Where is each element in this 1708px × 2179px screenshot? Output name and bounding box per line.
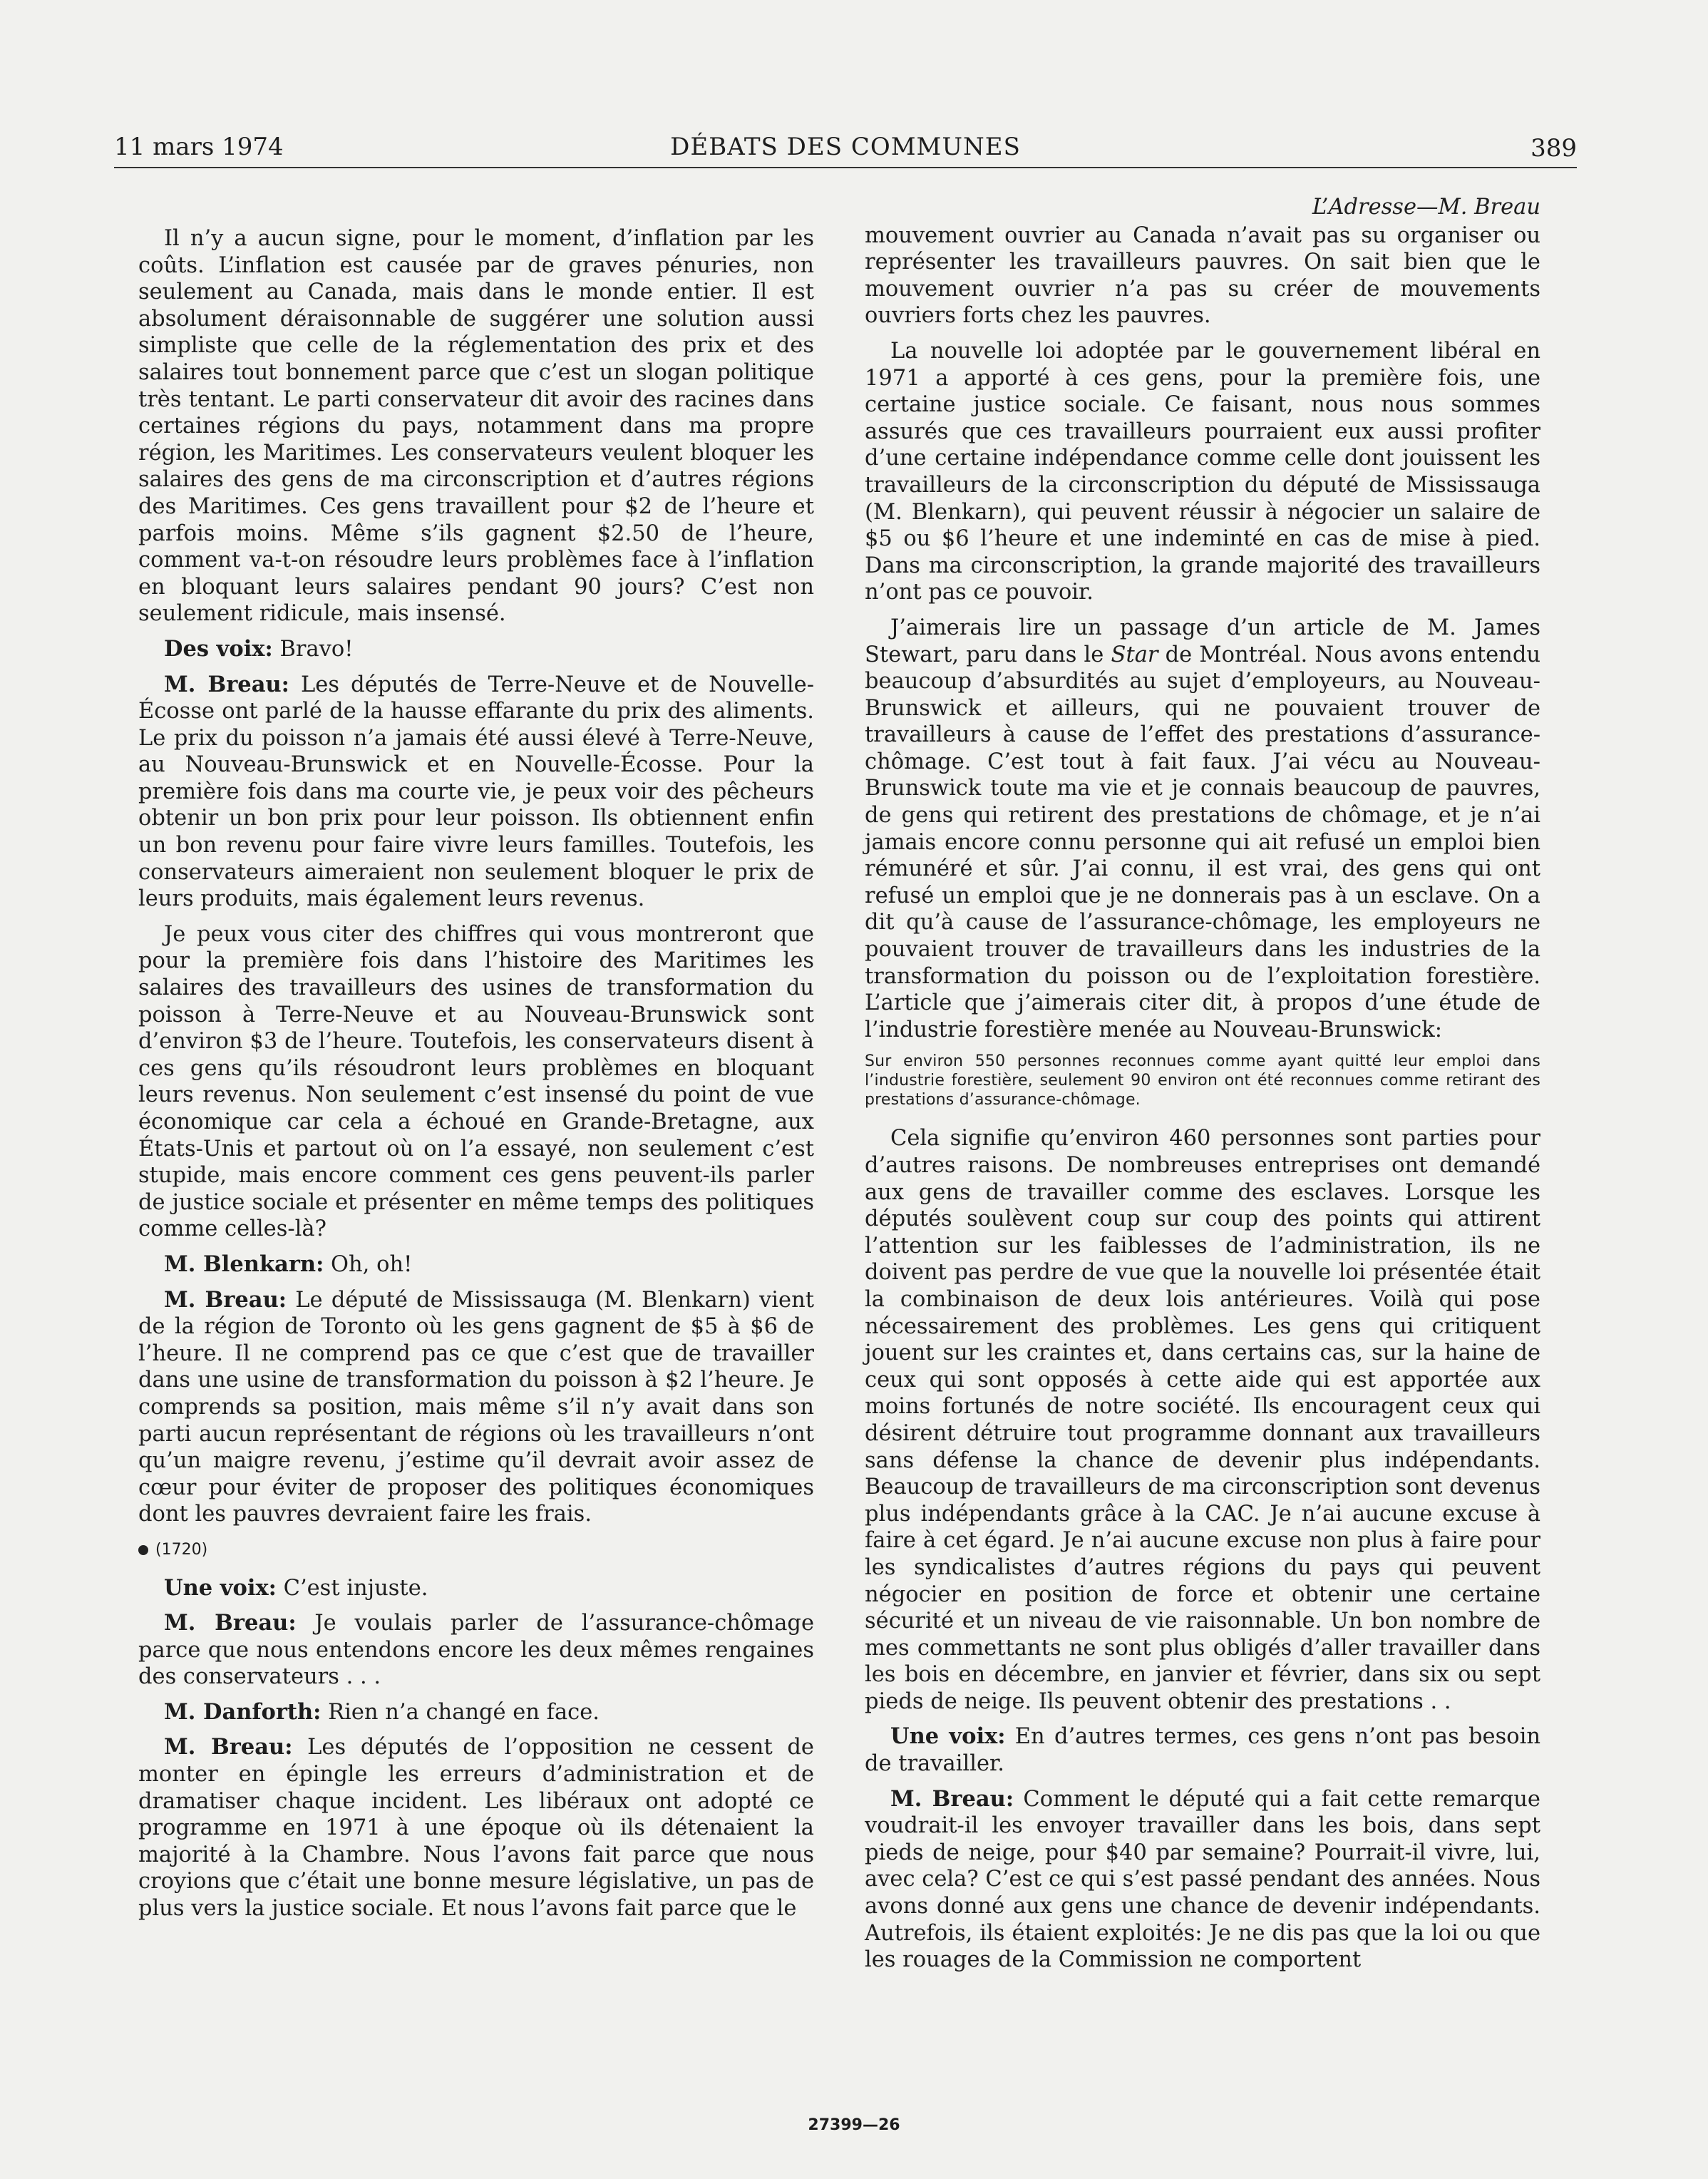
speaker-name: M. Breau: xyxy=(164,671,289,697)
paragraph xyxy=(865,615,1540,1044)
speech-text: Les députés de l’opposition ne cessent de monter en épingle les erreurs d’administration et de dramatiser chaque incident. Les libéraux ont adopté ce programme en 1971 à une époque où ils détenaient la majorité à la Chambre. Nous l’avons fait parce que nous croyions que c’était une bonne mesure législative, un pas de plus vers la justice sociale. Et nous l’avons fait parce que le xyxy=(138,1735,814,1922)
speaker-name: M. Breau: xyxy=(164,1734,293,1760)
speech-text: Comment le député qui a fait cette remarque voudrait-il les envoyer travailler dans les bois, dans sept pieds de neige, pour $40 par semaine? Pourrait-il vivre, lui, avec cela? C’est ce qui s’est passé pendant des années. Nous avons donné aux gens une chance de devenir indépendants. Autrefois, ils étaient exploités: Je ne dis pas que la loi ou que les rouages de la Commission ne comportent xyxy=(865,1786,1540,1973)
paragraph-text: de Montréal. Nous avons entendu beaucoup d’absurdités au sujet d’employeurs, au Nouveau-Brunswick et ailleurs, qui ne pouvaient trouver de travailleurs à cause de l’effet des prestations d’assurance-chômage. C’est tout à fait faux. J’ai vécu au Nouveau-Brunswick toute ma vie et je connais beaucoup de pauvres, de gens qui retirent des prestations de chômage, et je n’ai jamais encore connu personne qui ait refusé un emploi bien rémunéré et sûr. J’ai connu, il est vrai, des gens qui ont refusé un emploi que je ne donnerais pas à un esclave. On a dit qu’à cause de l’assurance-chômage, les employeurs ne pouvaient trouver de travailleurs dans les industries de la transformation du poisson ou de l’exploitation forestière. L’article que j’aimerais citer dit, à propos d’une étude de l’industrie forestière menée au Nouveau-Brunswick: xyxy=(865,642,1540,1042)
speech xyxy=(138,1251,814,1278)
speech xyxy=(865,1786,1540,1974)
speech xyxy=(138,1610,814,1691)
paragraph: Je peux vous citer des chiffres qui vous montreront que pour la première fois dans l’histoire des Maritimes les salaires des travailleurs des usines de transformation du poisson à Terre-Neuve et au Nouveau-Brunswick sont d’environ $3 de l’heure. Toutefois, les conservateurs disent à ces gens qu’ils résoudront leurs problèmes en bloquant leurs revenus. Non seulement c’est insensé du point de vue économique car cela a échoué en Grande-Bretagne, aux États-Unis et partout où on l’a essayé, non seulement c’est stupide, mais encore comment ces gens peuvent-ils parler de justice sociale et présenter en même temps des politiques comme celles-là? xyxy=(138,921,814,1242)
speech xyxy=(865,1723,1540,1777)
section-header: L’Adresse—M. Breau xyxy=(1312,195,1540,220)
bullet-icon xyxy=(138,1545,148,1555)
speech-text: Bravo! xyxy=(272,636,354,662)
paragraph: Il n’y a aucun signe, pour le moment, d’inflation par les coûts. L’inflation est causée par de graves pénuries, non seulement au Canada, mais dans le monde entier. Il est absolument déraisonnable de suggérer une solution aussi simpliste que celle de la réglementation des prix et des salaires tout bonnement parce que c’est un slogan politique très tentant. Le parti conservateur dit avoir des racines dans certaines régions du pays, notamment dans ma propre région, les Maritimes. Les conservateurs veulent bloquer les salaires des gens de ma circonscription et d’autres régions des Maritimes. Ces gens travaillent pour $2 de l’heure et parfois moins. Même s’ils gagnent $2.50 de l’heure, comment va-t-on résoudre leurs problèmes face à l’inflation en bloquant leurs salaires pendant 90 jours? C’est non seulement ridicule, mais insensé. xyxy=(138,226,814,627)
left-column xyxy=(138,225,814,1931)
speech xyxy=(138,1699,814,1726)
speech-text: En d’autres termes, ces gens n’ont pas besoin de travailler. xyxy=(865,1724,1540,1777)
speaker-name: M. Breau: xyxy=(164,1610,297,1636)
speech-text: Les députés de Terre-Neuve et de Nouvelle-Écosse ont parlé de la hausse effarante du prix des aliments. Le prix du poisson n’a jamais été aussi élevé à Terre-Neuve, au Nouveau-Brunswick et en Nouvelle-Écosse. Pour la première fois dans ma courte vie, je peux voir des pêcheurs obtenir un bon prix pour leur poisson. Ils obtiennent enfin un bon revenu pour faire vivre leurs familles. Toutefois, les conservateurs aimeraient non seulement bloquer le prix de leurs produits, mais également leurs revenus. xyxy=(138,672,814,912)
speaker-name: M. Breau: xyxy=(164,1286,287,1313)
speaker-name: M. Danforth: xyxy=(164,1698,321,1725)
speaker-name: Une voix: xyxy=(164,1574,277,1601)
paragraph: Cela signifie qu’environ 460 personnes sont parties pour d’autres raisons. De nombreuses entreprises ont demandé aux gens de travailler comme des esclaves. Lorsque les députés soulèvent coup sur coup des points qui attirent l’attention sur les faiblesses de l’administration, ils ne doivent pas perdre de vue que la nouvelle loi présentée était la combinaison de deux lois antérieures. Voilà qui pose nécessairement des problèmes. Les gens qui critiquent jouent sur les craintes et, dans certains cas, sur la haine de ceux qui sont opposés à cette aide qui est apportée aux moins fortunés de notre société. Ils encouragent ceux qui désirent détruire tout programme donnant aux travailleurs sans défense la chance de devenir plus indépendants. Beaucoup de travailleurs de ma circonscription sont devenus plus indépendants grâce à la CAC. Je n’ai aucune excuse à faire à cet égard. Je n’ai aucune excuse non plus à faire pour les syndicalistes d’autres régions du pays qui peuvent négocier en position de force et obtenir une certaine sécurité et un niveau de vie raisonnable. Un bon nombre de mes commettants ne sont plus obligés d’aller travailler dans les bois en décembre, en janvier et février, dans six ou sept pieds de neige. Ils peuvent obtenir des prestations . . xyxy=(865,1126,1540,1714)
speaker-name: Des voix: xyxy=(164,635,273,662)
paragraph: La nouvelle loi adoptée par le gouvernement libéral en 1971 a apporté à ces gens, pour la première fois, une certaine justice sociale. Ce faisant, nous nous sommes assurés que ces travailleurs pourraient eux aussi profiter d’une certaine indépendance comme celle dont jouissent les travailleurs de la circonscription du député de Mississauga (M. Blenkarn), qui peuvent réussir à négocier un salaire de $5 ou $6 l’heure et une indeminté en cas de mise à pied. Dans ma circonscription, la grande majorité des travailleurs n’ont pas ce pouvoir. xyxy=(865,338,1540,605)
speech xyxy=(138,1575,814,1602)
page-signature: 27399—26 xyxy=(808,2116,900,2134)
page-number: 389 xyxy=(1530,134,1577,163)
speech xyxy=(138,1287,814,1528)
paragraph: mouvement ouvrier au Canada n’avait pas su organiser ou représenter les travailleurs pauvres. On sait bien que le mouvement ouvrier n’a pas su créer de mouvements ouvriers forts chez les pauvres. xyxy=(865,222,1540,329)
speech xyxy=(138,1734,814,1922)
speech xyxy=(138,672,814,913)
speech-text: Le député de Mississauga (M. Blenkarn) vient de la région de Toronto où les gens gagnent de $5 à $6 de l’heure. Il ne comprend pas ce que c’est que de travailler dans une usine de transformation du poisson à $2 l’heure. Je comprends sa position, mais même s’il n’y avait dans son parti aucun représentant de régions où les travailleurs n’ont qu’un maigre revenu, j’estime qu’il devrait avoir assez de cœur pour éviter de proposer des politiques économiques dont les pauvres devraient faire les frais. xyxy=(138,1287,814,1527)
time-marker-text: (1720) xyxy=(155,1540,208,1559)
speaker-name: M. Breau: xyxy=(890,1785,1014,1812)
speaker-name: M. Blenkarn: xyxy=(164,1251,324,1277)
header-title: DÉBATS DES COMMUNES xyxy=(670,133,1021,161)
speech-text: Oh, oh! xyxy=(324,1251,413,1277)
block-quote: Sur environ 550 personnes reconnues comme ayant quitté leur emploi dans l’industrie forestière, seulement 90 environ ont été reconnues comme retirant des prestations d’assurance-chômage. xyxy=(865,1052,1540,1109)
right-column xyxy=(865,194,1540,1982)
paragraph-text: J’aimerais lire un passage d’un article de M. James Stewart, paru dans le xyxy=(865,615,1540,667)
speech-text: Rien n’a changé en face. xyxy=(321,1699,600,1725)
speaker-name: Une voix: xyxy=(890,1723,1006,1750)
time-marker xyxy=(138,1537,814,1564)
page-header xyxy=(114,133,1577,168)
header-date: 11 mars 1974 xyxy=(114,133,284,161)
speech xyxy=(138,636,814,663)
speech-text: C’est injuste. xyxy=(276,1575,428,1601)
speech-text: Je voulais parler de l’assurance-chômage parce que nous entendons encore les deux mêmes rengaines des conservateurs . . . xyxy=(138,1611,814,1690)
newspaper-title: Star xyxy=(1111,642,1158,667)
